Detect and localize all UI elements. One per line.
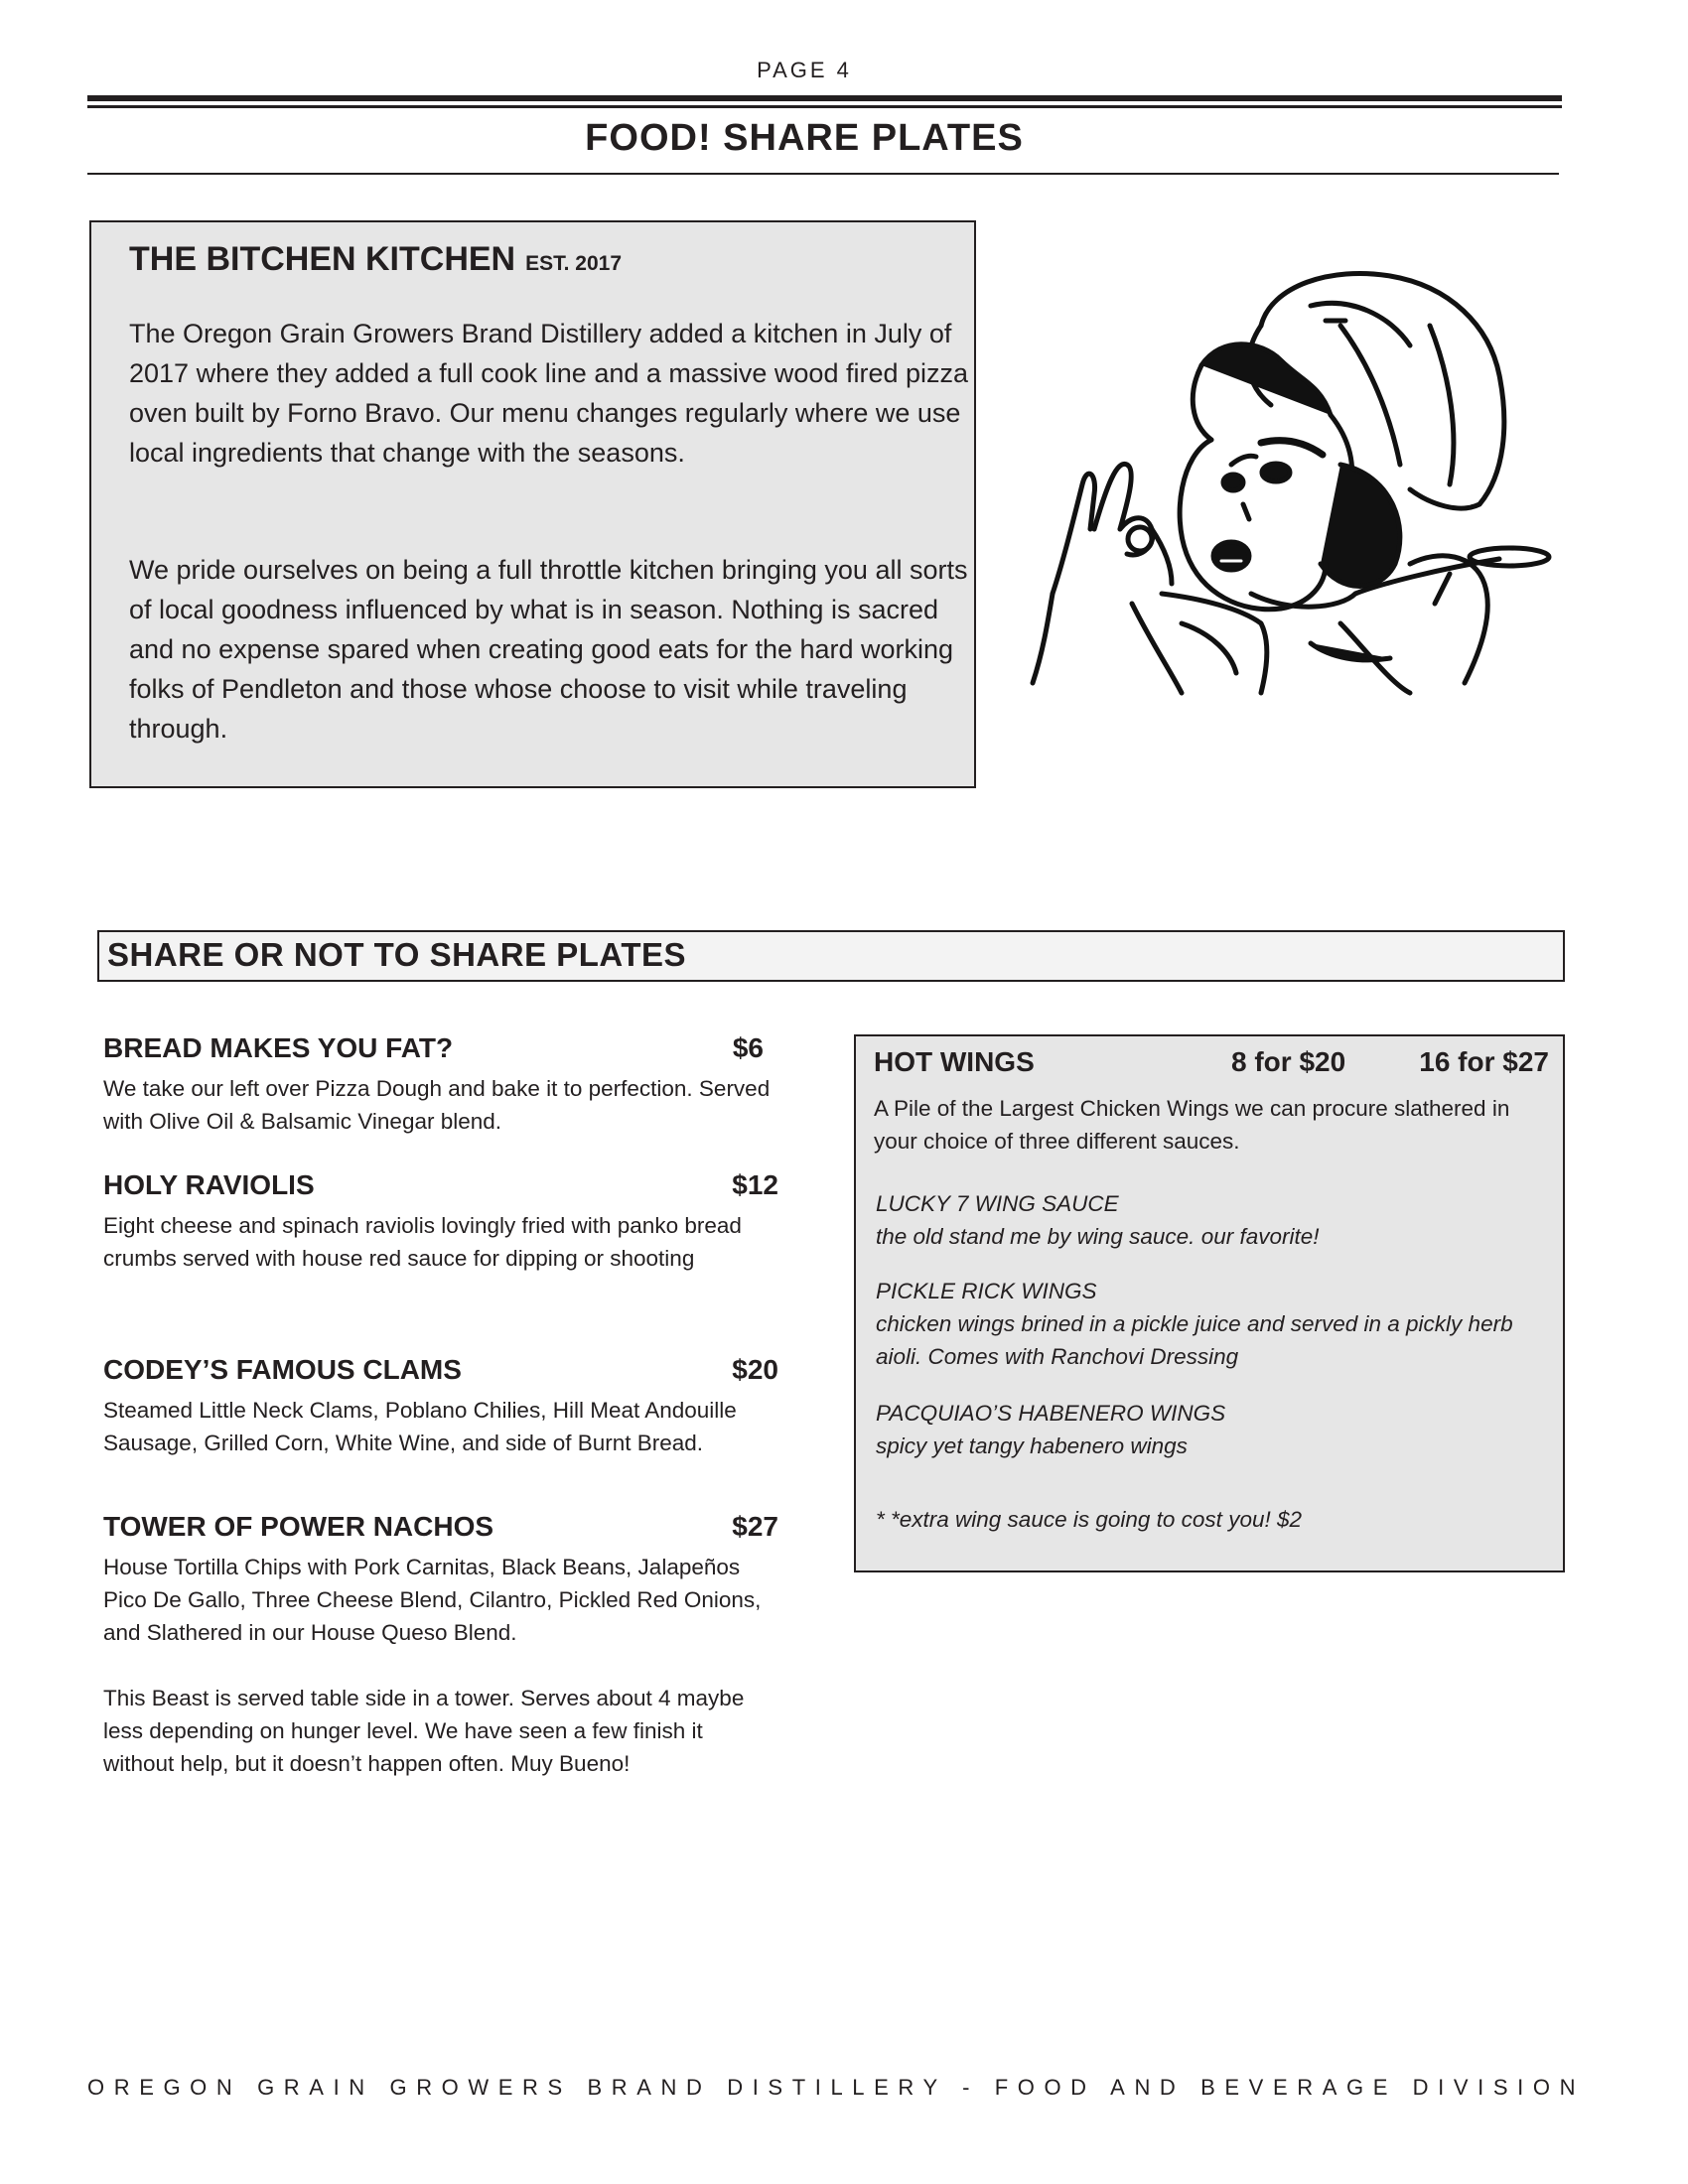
item-name: TOWER OF POWER NACHOS — [103, 1511, 494, 1542]
extra-sauce-note: * *extra wing sauce is going to cost you! $2 — [876, 1507, 1302, 1532]
wings-price-large: 16 for $27 — [1419, 1046, 1549, 1077]
item-name: BREAD MAKES YOU FAT? — [103, 1032, 454, 1063]
page-number: PAGE 4 — [757, 58, 852, 82]
intro-title — [129, 240, 622, 279]
item-price: $27 — [732, 1511, 778, 1542]
established-label: EST. 2017 — [525, 252, 623, 275]
sauce-option — [876, 1397, 1551, 1462]
sauce-name: LUCKY 7 WING SAUCE — [876, 1191, 1119, 1216]
menu-item — [103, 1032, 778, 1138]
wings-name: HOT WINGS — [874, 1046, 1035, 1077]
sauce-name: PACQUIAO’S HABENERO WINGS — [876, 1401, 1226, 1426]
item-description: We take our left over Pizza Dough and bake it to perfection. Served with Olive Oil & Balsamic Vinegar blend. — [103, 1076, 771, 1134]
retro-chef-illustration-icon — [1013, 266, 1569, 703]
menu-item — [103, 1511, 778, 1780]
item-price: $20 — [732, 1354, 778, 1385]
item-name: CODEY’S FAMOUS CLAMS — [103, 1354, 462, 1385]
wings-price-small: 8 for $20 — [1231, 1046, 1346, 1077]
sauce-option — [876, 1275, 1551, 1373]
item-note: This Beast is served table side in a tower. Serves about 4 maybe less depending on hunger level. We have seen a few finish it without help, but it doesn’t happen often. Muy Bueno! — [103, 1686, 745, 1776]
footer-text: OREGON GRAIN GROWERS BRAND DISTILLERY - FOOD AND BEVERAGE DIVISION — [87, 2075, 1586, 2100]
wings-description: A Pile of the Largest Chicken Wings we can procure slathered in your choice of three different sauces. — [874, 1096, 1510, 1154]
page-title: FOOD! SHARE PLATES — [585, 117, 1024, 159]
item-description: Steamed Little Neck Clams, Poblano Chilies, Hill Meat Andouille Sausage, Grilled Corn, White Wine, and side of Burnt Bread. — [103, 1398, 737, 1455]
item-description: Eight cheese and spinach raviolis lovingly fried with panko bread crumbs served with house red sauce for dipping or shooting — [103, 1213, 742, 1271]
intro-paragraph-2: We pride ourselves on being a full throttle kitchen bringing you all sorts of local goodness influenced by what is in season. Nothing is sacred and no expense spared when creating good eats for the hard working folks of Pendleton and those whose choose to visit while traveling through. — [129, 555, 968, 744]
wings-header — [874, 1046, 1549, 1086]
item-price: $12 — [732, 1169, 778, 1200]
intro-paragraph-1: The Oregon Grain Growers Brand Distillery added a kitchen in July of 2017 where they added a full cook line and a massive wood fired pizza oven built by Forno Bravo. Our menu changes regularly where we use local ingredients that change with the seasons. — [129, 319, 969, 468]
header-rule-thick — [87, 95, 1562, 101]
menu-item — [103, 1354, 778, 1459]
item-description: House Tortilla Chips with Pork Carnitas, Black Beans, Jalapeños Pico De Gallo, Three Cheese Blend, Cilantro, Pickled Red Onions, and Slathered in our House Queso Blend. — [103, 1555, 762, 1645]
hot-wings-box — [854, 1034, 1565, 1572]
menu-item — [103, 1169, 778, 1275]
item-price: $6 — [732, 1032, 764, 1063]
item-name: HOLY RAVIOLIS — [103, 1169, 315, 1200]
sauce-description: chicken wings brined in a pickle juice and served in a pickly herb aioli. Comes with Ranchovi Dressing — [876, 1311, 1513, 1369]
sauce-option — [876, 1187, 1551, 1253]
sauce-description: spicy yet tangy habenero wings — [876, 1433, 1188, 1458]
sauce-description: the old stand me by wing sauce. our favorite! — [876, 1224, 1320, 1249]
title-underline — [87, 173, 1559, 175]
section-title: SHARE OR NOT TO SHARE PLATES — [107, 936, 686, 973]
intro-box — [89, 220, 976, 788]
sauce-name: PICKLE RICK WINGS — [876, 1279, 1097, 1303]
intro-title-text: THE BITCHEN KITCHEN — [129, 240, 516, 278]
header-rule-thin — [87, 105, 1562, 108]
section-header-box — [97, 930, 1565, 982]
